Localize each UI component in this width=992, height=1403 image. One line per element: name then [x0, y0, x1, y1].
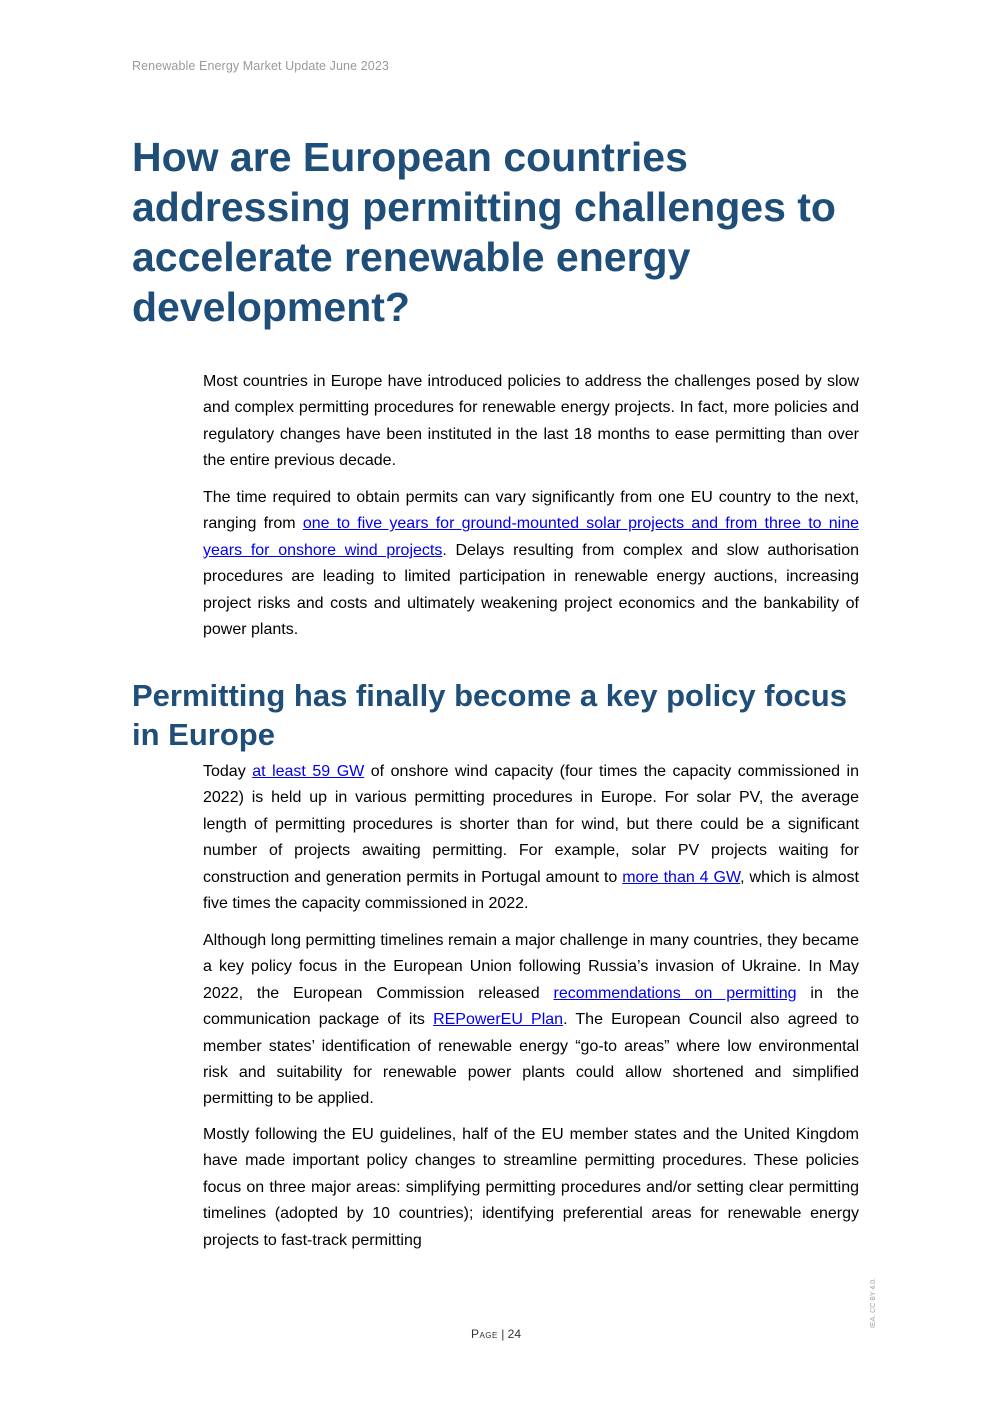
repowereu-plan-link[interactable]: REPowerEU Plan	[433, 1011, 564, 1029]
page-footer	[0, 1327, 992, 1341]
paragraph-text: in the communication package of its	[203, 984, 859, 1029]
portugal-4gw-link[interactable]: more than 4 GW	[622, 868, 741, 886]
paragraph-text: . The European Council also agreed to member states’ identification of renewable energy “go-to areas” where low environmental risk and suitability for renewable power plants could allow shortened and simplified permitting to be applied.	[203, 1011, 860, 1108]
paragraph-text: of onshore wind capacity (four times the capacity commissioned in 2022) is held up in various permitting procedures in Europe. For solar PV, the average length of permitting procedures is shorter than for wind, but there could be a significant number of projects awaiting permitting. For example, solar PV projects waiting for construction and generation permits in Portugal amount to	[203, 763, 859, 886]
paragraph-text: Although long permitting timelines remain a major challenge in many countries, they became a key policy focus in the European Union following Russia’s invasion of Ukraine. In May 2022, the European Commission released	[203, 932, 859, 1002]
page-separator: |	[497, 1327, 508, 1341]
paragraph-permitting-policies: Most countries in Europe have introduced policies to address the challenges posed by slow and complex permitting procedures for renewable energy projects. In fact, more policies and regulatory changes have been instituted in the last 18 months to ease permitting than over the entire previous decade.	[203, 373, 859, 470]
recommendations-on-permitting-link[interactable]: recommendations on permitting	[553, 984, 797, 1002]
permit-duration-link[interactable]: one to five years for ground-mounted solar projects and from three to nine years for onshore wind projects	[203, 515, 860, 559]
license-note: IEA. CC BY 4.0.	[870, 1277, 877, 1329]
page-label: Page	[470, 1327, 498, 1341]
paragraph-text: , which is almost five times the capacity commissioned in 2022.	[203, 868, 859, 913]
paragraph-permit-timelines	[203, 485, 859, 643]
running-header: Renewable Energy Market Update June 2023	[132, 59, 389, 73]
paragraph-text: . Delays resulting from complex and slow authorisation procedures are leading to limited participation in renewable energy auctions, increasing project risks and costs and ultimately weakening project economics and the bankability of power plants.	[203, 541, 860, 639]
paragraph-capacity-held-up	[203, 759, 859, 917]
paragraph-text: The time required to obtain permits can vary significantly from one EU country to the next, ranging from	[203, 489, 859, 533]
page-number: 24	[507, 1327, 522, 1341]
paragraph-text: Today	[203, 763, 253, 780]
paragraph-member-state-changes: Mostly following the EU guidelines, half of the EU member states and the United Kingdom have made important policy changes to streamline permitting procedures. These policies focus on three major areas: simplifying permitting procedures and/or setting clear permitting timelines (adopted by 10 countries); identifying preferential areas for renewable energy projects to fast-track permitting	[203, 1126, 859, 1249]
page-title: How are European countries addressing permitting challenges to accelerate renewable energy development?	[132, 134, 836, 330]
paragraph-eu-policy-focus	[203, 928, 859, 1113]
section-heading: Permitting has finally become a key policy focus in Europe	[132, 678, 847, 752]
onshore-wind-59gw-link[interactable]: at least 59 GW	[252, 763, 365, 780]
